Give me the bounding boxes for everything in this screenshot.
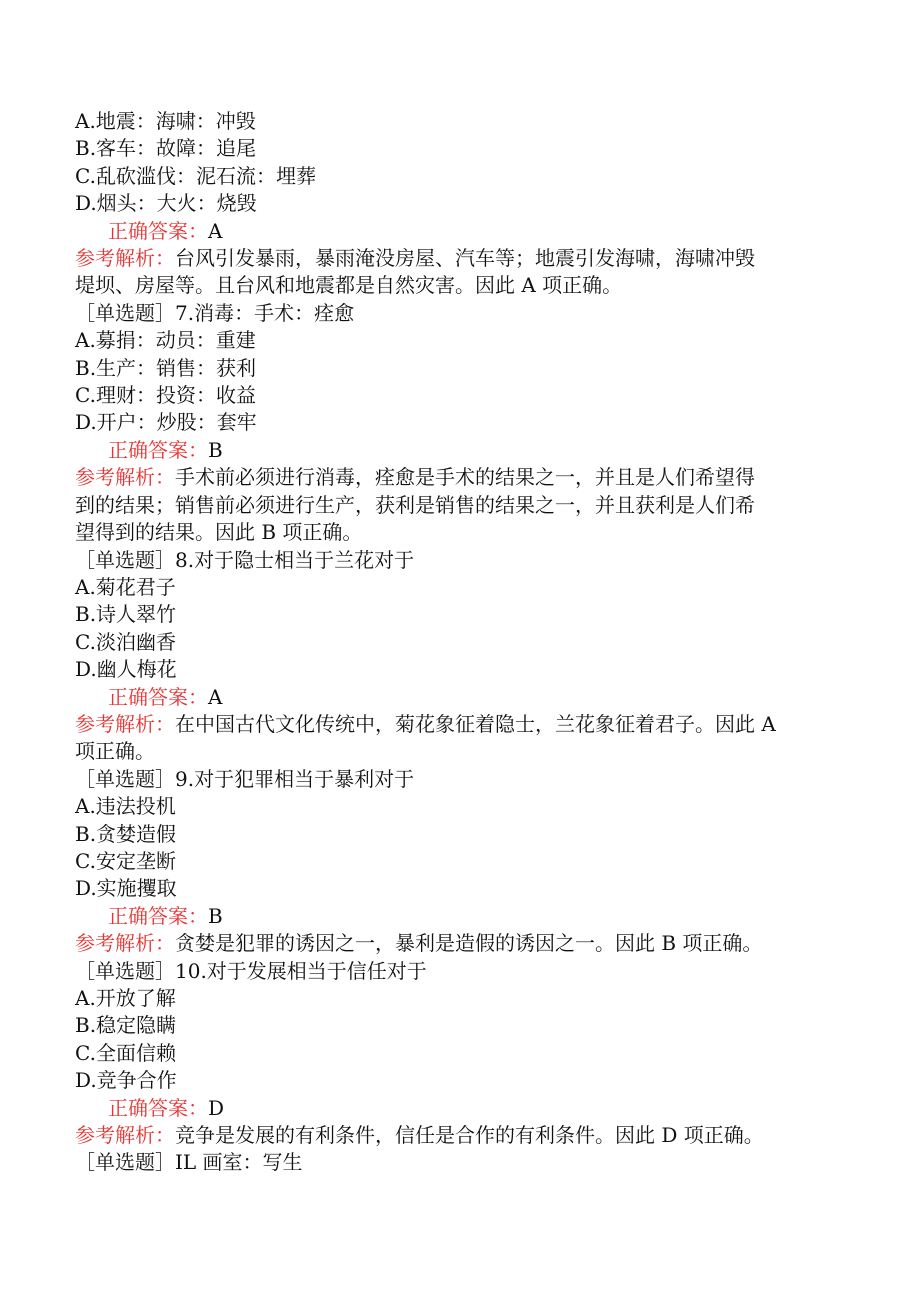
analysis-text: 手术前必须进行消毒，痊愈是手术的结果之一，并且是人们希望得: [175, 465, 755, 490]
option-c: C.全面信赖: [75, 1040, 176, 1065]
analysis-label: 参考解析：: [75, 465, 175, 490]
option-c: C.乱砍滥伐：泥石流：埋葬: [75, 163, 316, 188]
analysis-text: 在中国古代文化传统中，菊花象征着隐士，兰花象征着君子。因此 A: [175, 711, 776, 736]
question-content: [75, 108, 855, 1177]
correct-answer: [75, 903, 855, 930]
option-a: A.开放了解: [75, 986, 176, 1010]
analysis-label: 参考解析：: [75, 1123, 175, 1148]
answer-label: 正确答案：: [108, 684, 208, 709]
analysis-line-2: 项正确。: [75, 739, 155, 764]
analysis-text: 贪婪是犯罪的诱因之一，暴利是造假的诱因之一。因此 B 项正确。: [175, 931, 763, 956]
question-title: ［单选题］7.消毒：手术：痊愈: [75, 300, 355, 325]
option-b: B.生产：销售：获利: [75, 355, 257, 380]
option-b: B.稳定隐瞒: [75, 1013, 177, 1038]
correct-answer: [75, 437, 855, 464]
answer-value: B: [208, 903, 223, 928]
analysis-line-3: 望得到的结果。因此 B 项正确。: [75, 520, 363, 545]
answer-value: D: [208, 1095, 225, 1120]
answer-value: A: [208, 218, 223, 243]
analysis-label: 参考解析：: [75, 711, 175, 736]
answer-label: 正确答案：: [108, 218, 208, 243]
analysis-text: 台风引发暴雨，暴雨淹没房屋、汽车等；地震引发海啸，海啸冲毁: [175, 246, 755, 271]
option-d: D.实施攫取: [75, 876, 177, 901]
option-d: D.开户：炒股：套牢: [75, 410, 257, 435]
option-a: A.地震：海啸：冲毁: [75, 109, 256, 133]
correct-answer: [75, 1095, 855, 1122]
answer-value: B: [208, 437, 223, 462]
answer-label: 正确答案：: [108, 903, 208, 928]
option-a: A.违法投机: [75, 794, 176, 819]
analysis-line-1: [75, 1122, 855, 1149]
question-title: ［单选题］IL 画室：写生: [75, 1150, 303, 1175]
question-title: ［单选题］10.对于发展相当于信任对于: [75, 958, 427, 983]
question-title: ［单选题］8.对于隐士相当于兰花对于: [75, 547, 415, 572]
question-title: ［单选题］9.对于犯罪相当于暴利对于: [75, 766, 415, 791]
option-a: A.菊花君子: [75, 574, 176, 599]
question-block-7: [75, 300, 855, 547]
question-block-6: [75, 108, 855, 300]
analysis-line-2: 堤坝、房屋等。且台风和地震都是自然灾害。因此 A 项正确。: [75, 273, 623, 298]
question-block-8: [75, 547, 855, 766]
option-c: C.淡泊幽香: [75, 629, 176, 654]
question-block-11: [75, 1149, 855, 1176]
option-d: D.幽人梅花: [75, 657, 177, 682]
answer-value: A: [208, 684, 223, 709]
option-c: C.安定垄断: [75, 848, 176, 873]
analysis-line-1: [75, 245, 855, 272]
option-c: C.理财：投资：收益: [75, 383, 256, 408]
option-b: B.贪婪造假: [75, 821, 177, 846]
question-block-10: [75, 958, 855, 1150]
analysis-label: 参考解析：: [75, 931, 175, 956]
correct-answer: [75, 218, 855, 245]
analysis-line-1: [75, 930, 855, 957]
correct-answer: [75, 684, 855, 711]
option-a: A.募捐：动员：重建: [75, 328, 256, 353]
option-b: B.客车：故障：追尾: [75, 136, 257, 161]
analysis-line-2: 到的结果；销售前必须进行生产，获利是销售的结果之一，并且获利是人们希: [75, 492, 755, 517]
answer-label: 正确答案：: [108, 1095, 208, 1120]
analysis-label: 参考解析：: [75, 246, 175, 271]
analysis-line-1: [75, 711, 855, 738]
option-d: D.竞争合作: [75, 1068, 177, 1093]
analysis-line-1: [75, 464, 855, 491]
answer-label: 正确答案：: [108, 437, 208, 462]
option-d: D.烟头：大火：烧毁: [75, 191, 257, 216]
analysis-text: 竞争是发展的有利条件，信任是合作的有利条件。因此 D 项正确。: [175, 1123, 764, 1148]
question-block-9: [75, 766, 855, 958]
option-b: B.诗人翠竹: [75, 602, 177, 627]
